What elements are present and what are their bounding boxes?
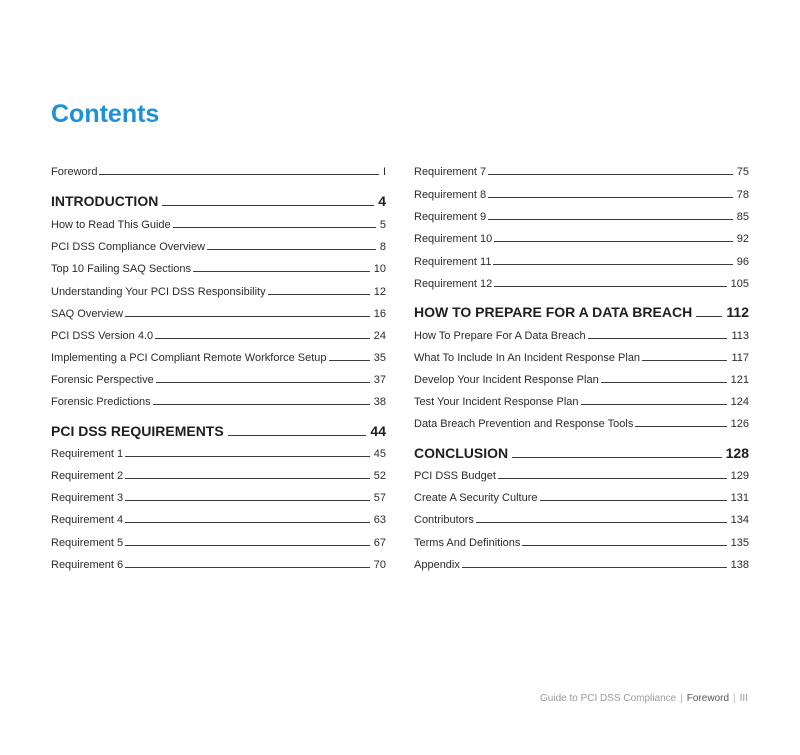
toc-page-number: 57 [373,492,386,504]
toc-entry-label: Develop Your Incident Response Plan [414,374,599,386]
toc-leader-line [99,174,378,175]
toc-entry[interactable] [414,278,749,290]
toc-page-number: 121 [730,374,749,386]
toc-leader-line [155,338,370,339]
toc-entry-label: Appendix [414,559,460,571]
toc-leader-line [125,567,370,568]
toc-leader-line [494,241,732,242]
toc-entry[interactable] [414,470,749,482]
toc-entry-label: Requirement 7 [414,166,487,178]
toc-leader-line [125,545,370,546]
toc-page-number: 75 [736,166,749,178]
toc-page-number: 117 [731,352,749,364]
toc-entry[interactable] [414,352,749,364]
toc-leader-line [494,286,726,287]
toc-page-number: I [382,166,386,178]
toc-section-heading[interactable] [414,304,749,320]
toc-entry-label: PCI DSS Version 4.0 [51,330,154,342]
toc-leader-line [498,478,727,479]
toc-page-number: 10 [373,263,386,275]
toc-entry-label: Requirement 11 [414,256,492,268]
toc-entry[interactable] [51,263,386,275]
toc-section-heading[interactable] [414,445,749,461]
toc-entry-label: Requirement 8 [414,189,487,201]
toc-leader-line [488,219,733,220]
toc-page-number: 45 [373,448,386,460]
toc-leader-line [601,382,727,383]
toc-leader-line [642,360,727,361]
toc-entry-label: How To Prepare For A Data Breach [414,330,586,342]
toc-entry[interactable] [51,396,386,408]
toc-page-number: 12 [373,286,386,298]
toc-leader-line [696,316,722,317]
toc-entry-label: SAQ Overview [51,308,124,320]
footer-separator: | [680,693,683,704]
toc-leader-line [125,478,370,479]
toc-page-number: 131 [730,492,749,504]
toc-leader-line [153,404,370,405]
footer-current-section: Foreword [686,693,730,704]
toc-entry-label: Requirement 4 [51,514,124,526]
toc-page-number: 112 [726,304,749,320]
toc-entry-label: Create A Security Culture [414,492,538,504]
toc-page-number: 128 [725,445,749,461]
toc-entry[interactable] [51,448,386,460]
toc-entry-label: Top 10 Failing SAQ Sections [51,263,192,275]
toc-leader-line [125,316,370,317]
toc-entry-label: HOW TO PREPARE FOR A DATA BREACH [414,304,693,320]
toc-entry[interactable] [414,211,749,223]
toc-page-number: 44 [370,423,386,439]
toc-entry-label: INTRODUCTION [51,193,159,209]
toc-page-number: 113 [731,330,749,342]
toc-page-number: 52 [373,470,386,482]
toc-entry-label: Requirement 2 [51,470,124,482]
toc-entry[interactable] [414,396,749,408]
toc-entry[interactable] [414,537,749,549]
toc-entry[interactable] [51,559,386,571]
toc-entry-label: Requirement 9 [414,211,487,223]
toc-page-number: 37 [373,374,386,386]
toc-entry[interactable] [51,286,386,298]
toc-entry[interactable] [414,233,749,245]
toc-entry-label: How to Read This Guide [51,219,171,231]
toc-entry[interactable] [414,166,749,178]
toc-leader-line [125,522,370,523]
toc-entry-label: Data Breach Prevention and Response Tools [414,418,634,430]
toc-entry[interactable] [51,352,386,364]
toc-page-number: 67 [373,537,386,549]
toc-leader-line [156,382,370,383]
toc-leader-line [268,294,370,295]
toc-entry[interactable] [51,166,386,178]
toc-entry-label: Terms And Definitions [414,537,521,549]
toc-entry[interactable] [51,330,386,342]
toc-entry-label: PCI DSS Budget [414,470,496,482]
toc-leader-line [522,545,726,546]
toc-entry-label: Forensic Perspective [51,374,154,386]
toc-page-number: 16 [373,308,386,320]
toc-leader-line [512,457,722,458]
toc-page-number: 38 [373,396,386,408]
toc-page-number: 4 [378,193,386,209]
toc-leader-line [476,522,727,523]
toc-page-number: 124 [730,396,749,408]
toc-entry[interactable] [51,514,386,526]
toc-entry[interactable] [414,514,749,526]
footer-guide-title: Guide to PCI DSS Compliance [540,693,677,704]
toc-entry-label: Requirement 6 [51,559,124,571]
toc-leader-line [488,174,733,175]
toc-entry[interactable] [51,241,386,253]
toc-page-number: 24 [373,330,386,342]
toc-section-heading[interactable] [51,193,386,209]
toc-entry-label: Requirement 1 [51,448,124,460]
toc-leader-line [493,264,732,265]
toc-leader-line [581,404,727,405]
toc-entry[interactable] [51,308,386,320]
toc-entry-label: Foreword [51,166,98,178]
toc-page-number: 85 [736,211,749,223]
toc-entry-label: Implementing a PCI Compliant Remote Workforce Setup [51,352,327,364]
toc-page-number: 105 [730,278,749,290]
toc-leader-line [462,567,727,568]
toc-page-number: 135 [730,537,749,549]
toc-page-number: 134 [730,514,749,526]
toc-page-number: 63 [373,514,386,526]
page-footer [540,693,748,704]
toc-entry-label: Forensic Predictions [51,396,151,408]
toc-entry[interactable] [414,189,749,201]
toc-entry[interactable] [51,219,386,231]
toc-page-number: 35 [373,352,386,364]
toc-leader-line [635,426,726,427]
toc-leader-line [488,197,733,198]
toc-entry[interactable] [51,537,386,549]
toc-entry-label: CONCLUSION [414,445,509,461]
toc-entry-label: Requirement 10 [414,233,493,245]
toc-leader-line [125,500,370,501]
toc-page-number: 92 [736,233,749,245]
toc-leader-line [588,338,728,339]
toc-entry[interactable] [51,374,386,386]
toc-entry[interactable] [414,559,749,571]
footer-page-number: III [739,693,748,704]
toc-leader-line [173,227,376,228]
toc-entry-label: Contributors [414,514,474,526]
toc-entry[interactable] [414,418,749,430]
toc-entry-label: Understanding Your PCI DSS Responsibility [51,286,266,298]
toc-entry-label: What To Include In An Incident Response Plan [414,352,641,364]
toc-leader-line [125,456,370,457]
toc-leader-line [193,271,370,272]
toc-entry-label: Requirement 3 [51,492,124,504]
toc-page-number: 8 [379,241,386,253]
toc-leader-line [207,249,376,250]
toc-leader-line [162,205,374,206]
toc-entry-label: Requirement 5 [51,537,124,549]
toc-entry[interactable] [414,256,749,268]
toc-entry[interactable] [51,470,386,482]
toc-entry-label: PCI DSS REQUIREMENTS [51,423,224,439]
toc-page-number: 96 [736,256,749,268]
toc-entry[interactable] [414,330,749,342]
page-title: Contents [51,100,160,128]
toc-page-number: 138 [730,559,749,571]
toc-leader-line [329,360,370,361]
toc-entry[interactable] [414,492,749,504]
toc-entry-label: PCI DSS Compliance Overview [51,241,206,253]
toc-leader-line [540,500,727,501]
footer-separator: | [733,693,736,704]
toc-page-number: 129 [730,470,749,482]
toc-entry[interactable] [51,492,386,504]
toc-leader-line [228,435,367,436]
toc-page-number: 70 [373,559,386,571]
toc-page-number: 5 [379,219,386,231]
toc-section-heading[interactable] [51,423,386,439]
toc-entry-label: Requirement 12 [414,278,493,290]
toc-page-number: 78 [736,189,749,201]
toc-page-number: 126 [730,418,749,430]
toc-entry-label: Test Your Incident Response Plan [414,396,579,408]
toc-entry[interactable] [414,374,749,386]
